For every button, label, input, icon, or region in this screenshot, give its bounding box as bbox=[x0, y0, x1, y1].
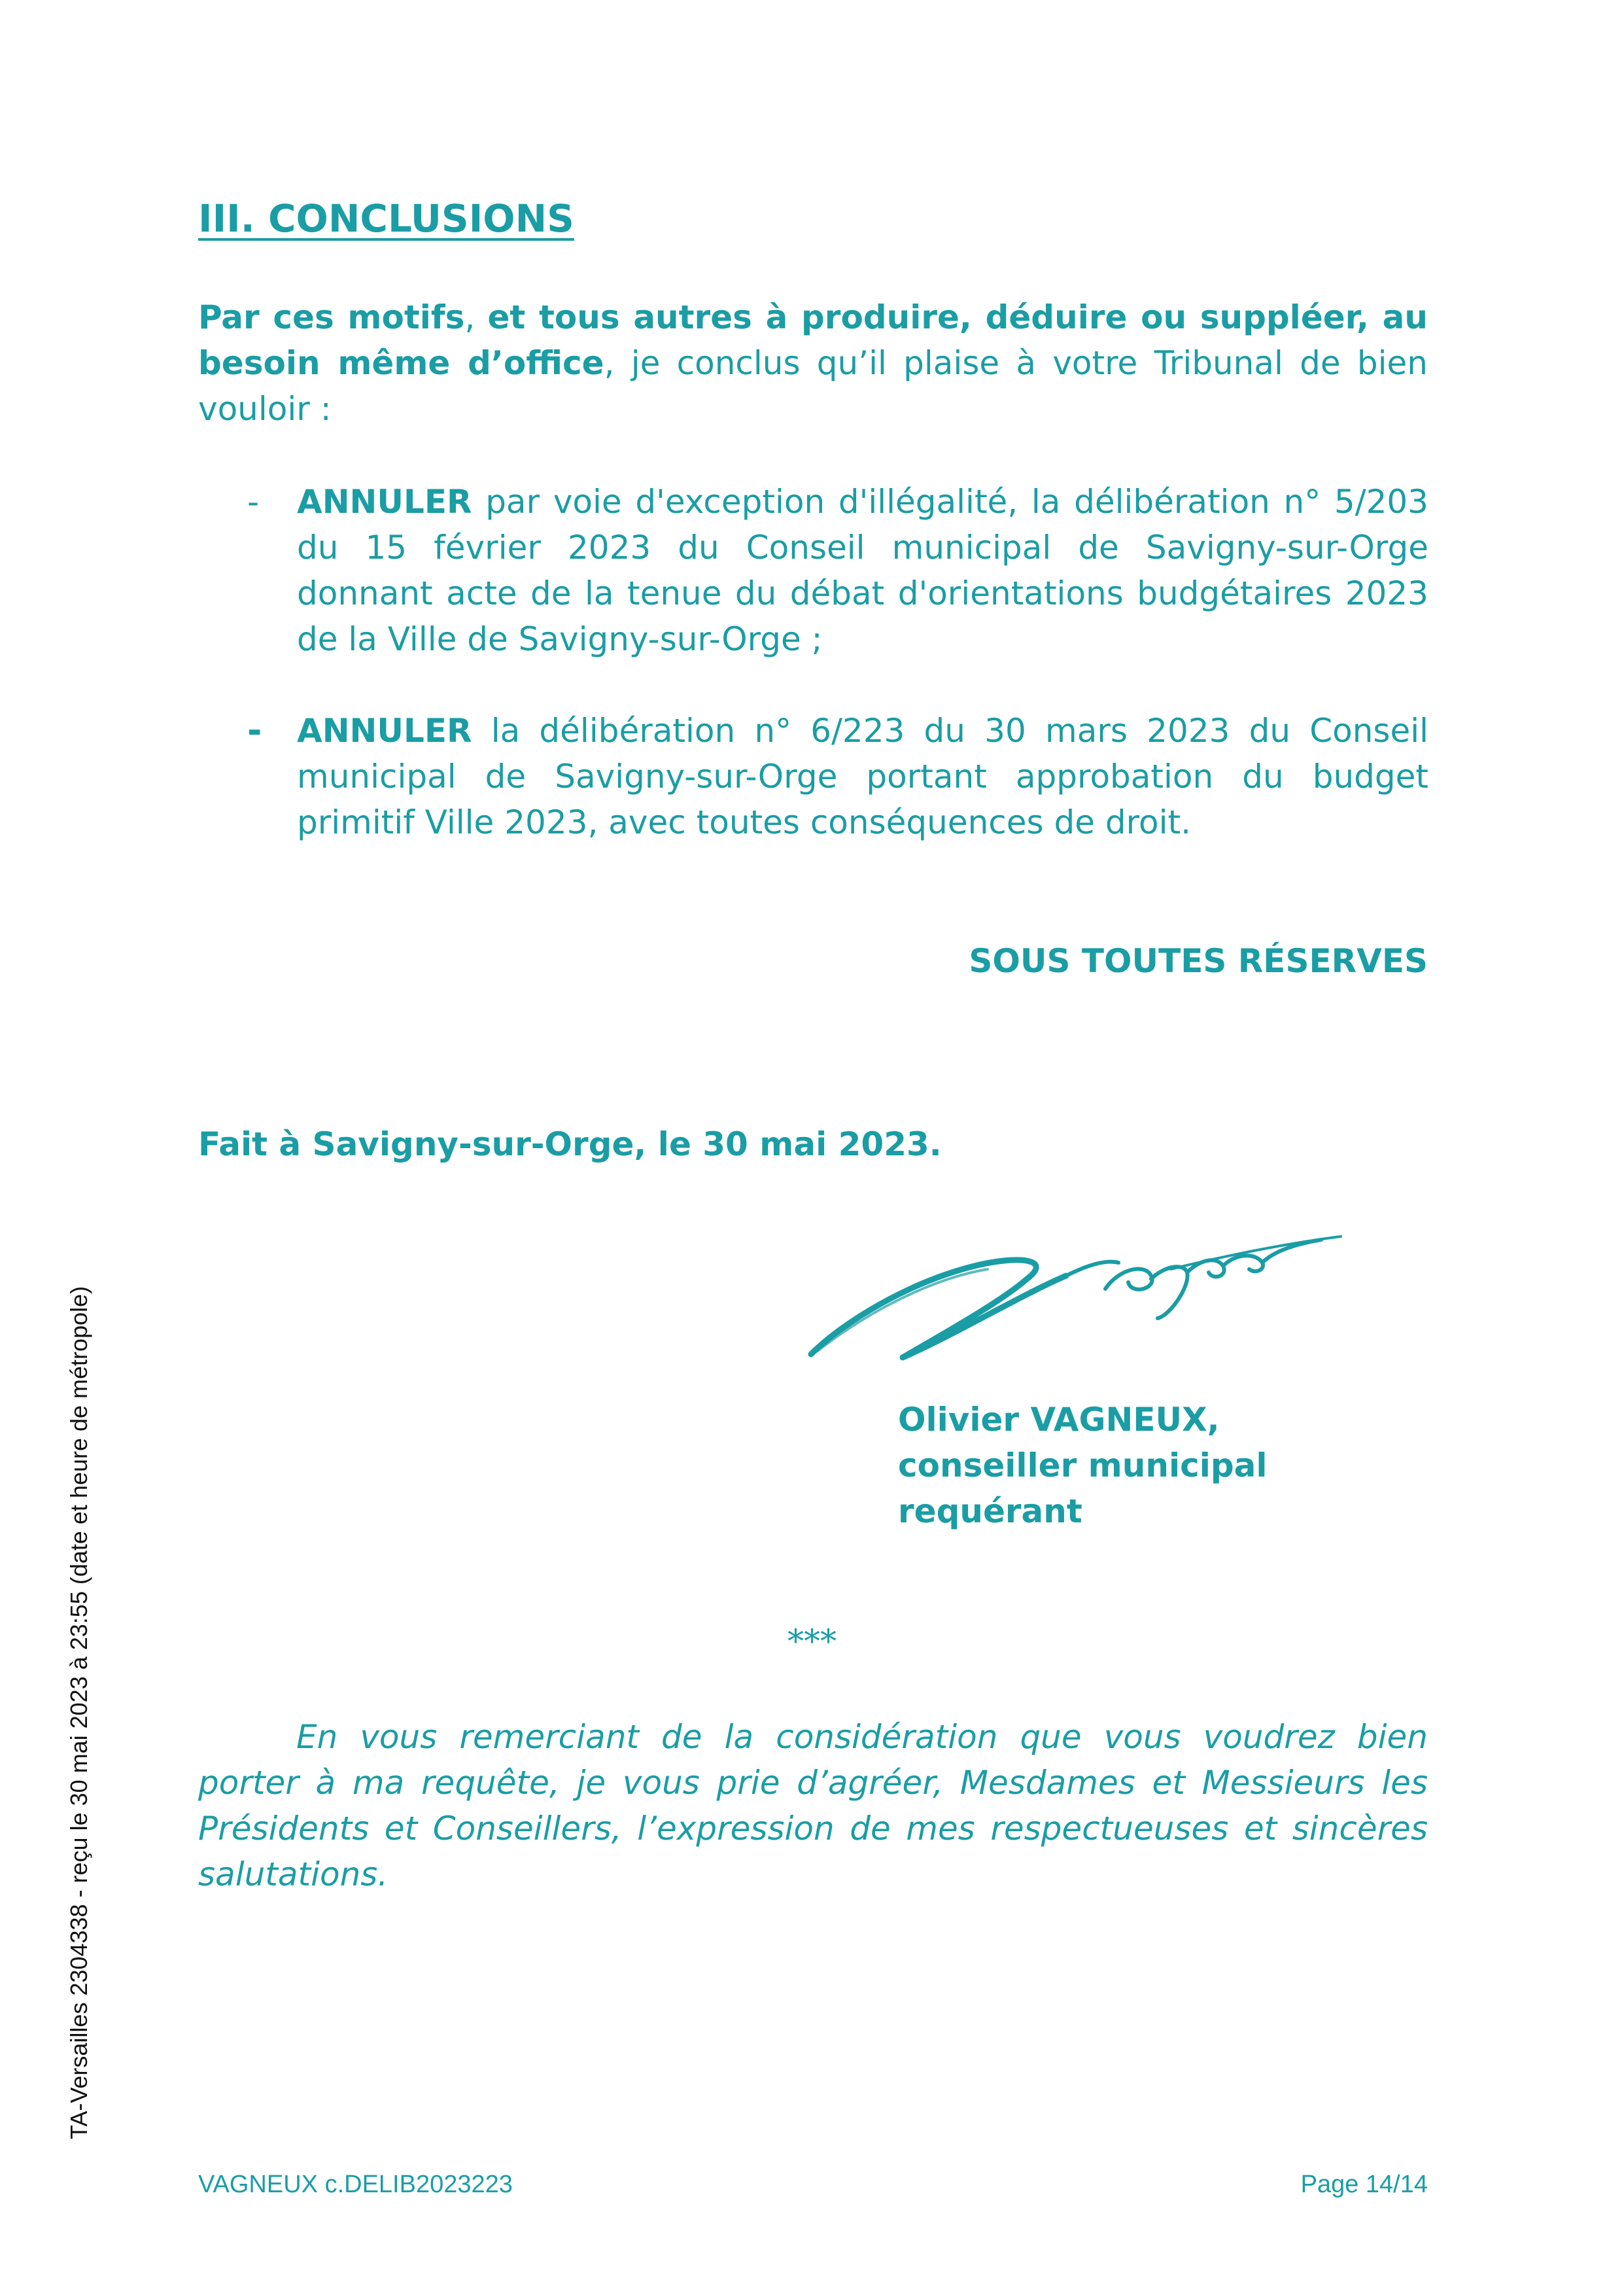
signer-status: requérant bbox=[898, 1492, 1082, 1530]
request-body: la délibération n° 6/223 du 30 mars 2023 du Conseil municipal de Savigny-sur-Orge portant approbation du budget primitif Ville 2023, avec toutes conséquences de droit. bbox=[297, 712, 1428, 841]
request-text-2 bbox=[297, 708, 1428, 845]
signer-block bbox=[898, 1397, 1268, 1534]
separator: *** bbox=[787, 1622, 837, 1660]
intro-plain-1: , bbox=[464, 298, 488, 336]
request-verb: ANNULER bbox=[297, 483, 472, 521]
request-text-1 bbox=[297, 479, 1428, 662]
intro-bold-1: Par ces motifs bbox=[198, 298, 465, 336]
footer-page-number: Page 14/14 bbox=[1300, 2171, 1428, 2198]
signer-name: Olivier VAGNEUX, bbox=[898, 1401, 1220, 1439]
closing-paragraph: En vous remerciant de la considération que vous voudrez bien porter à ma requête, je vous prie d’agréer, Mesdames et Messieurs les Présidents et Conseillers, l’expression de mes respectueuses et sincères salutations. bbox=[198, 1718, 1428, 1893]
request-verb: ANNULER bbox=[297, 712, 472, 750]
intro-paragraph bbox=[198, 294, 1428, 432]
section-heading: III. CONCLUSIONS bbox=[198, 196, 574, 241]
footer-reference: VAGNEUX c.DELIB2023223 bbox=[198, 2171, 513, 2198]
place-date: Fait à Savigny-sur-Orge, le 30 mai 2023. bbox=[198, 1125, 942, 1163]
receipt-stamp: TA-Versailles 2304338 - reçu le 30 mai 2023 à 23:55 (date et heure de métropole) bbox=[65, 1286, 92, 2139]
handwritten-signature bbox=[804, 1204, 1347, 1367]
list-dash: - bbox=[247, 483, 260, 521]
request-body: par voie d'exception d'illégalité, la délibération n° 5/203 du 15 février 2023 du Conseil municipal de Savigny-sur-Orge donnant acte de la tenue du débat d'orientations budgétaires 2023 de la Ville de Savigny-sur-Orge ; bbox=[297, 483, 1428, 658]
signer-role: conseiller municipal bbox=[898, 1446, 1268, 1484]
intro-bold-2: et tous autres à produire, déduire ou suppléer, au besoin même d’office bbox=[198, 298, 1428, 382]
intro-plain-2: , je conclus qu’il plaise à votre Tribunal de bien vouloir : bbox=[198, 344, 1428, 428]
reserves-statement: SOUS TOUTES RÉSERVES bbox=[969, 942, 1428, 980]
list-dash: - bbox=[247, 710, 262, 751]
